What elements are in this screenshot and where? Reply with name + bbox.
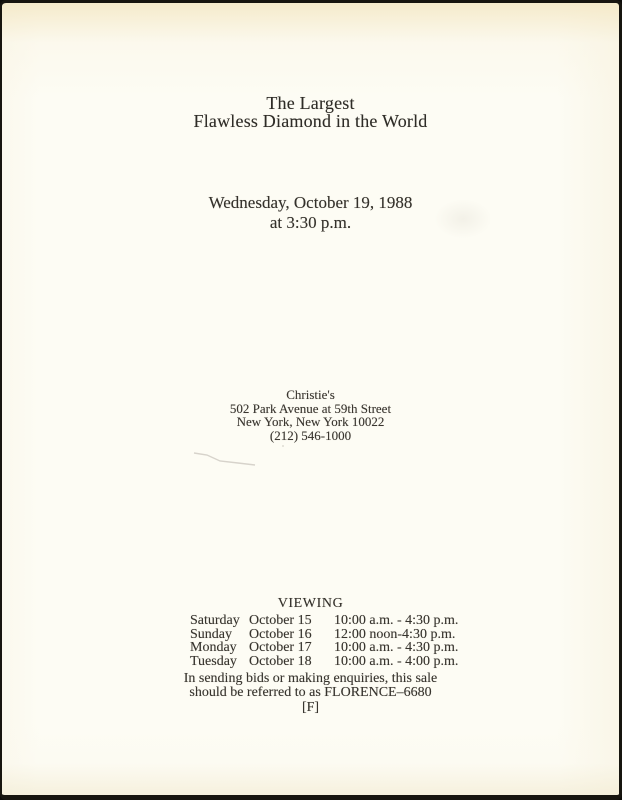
venue-address-block: [2, 388, 619, 442]
title-line-2: Flawless Diamond in the World: [193, 111, 428, 131]
bidding-note-line-2: should be referred to as FLORENCE–6680: [189, 685, 432, 700]
viewing-time: 10:00 a.m. - 4:30 p.m.: [334, 640, 459, 655]
bidding-note: [2, 672, 619, 715]
viewing-row: [190, 641, 458, 655]
viewing-row: [190, 614, 458, 628]
sale-date: [2, 193, 619, 233]
sale-code: [F]: [301, 700, 320, 715]
viewing-date: October 18: [249, 653, 312, 669]
viewing-day: Sunday: [190, 626, 232, 642]
viewing-time: 10:00 a.m. - 4:00 p.m.: [334, 653, 459, 669]
viewing-day: Saturday: [190, 613, 240, 628]
viewing-day: Tuesday: [190, 653, 237, 669]
viewing-heading: VIEWING: [277, 596, 344, 611]
venue-street: 502 Park Avenue at 59th Street: [229, 400, 392, 416]
viewing-schedule-table: [190, 614, 458, 668]
viewing-date: October 16: [249, 626, 312, 642]
viewing-day: Monday: [190, 640, 237, 655]
sale-date-line: Wednesday, October 19, 1988: [208, 193, 413, 212]
viewing-time: 10:00 a.m. - 4:30 p.m.: [334, 613, 459, 628]
venue-city: New York, New York 10022: [236, 414, 385, 429]
venue-name: Christie's: [286, 387, 335, 402]
sale-time-line: at 3:30 p.m.: [269, 213, 352, 232]
viewing-row: [190, 628, 458, 642]
viewing-date: October 17: [249, 640, 312, 655]
venue-phone: (212) 546-1000: [269, 427, 352, 443]
viewing-row: [190, 655, 458, 669]
title-line-1: The Largest: [266, 93, 355, 113]
page-title: [2, 94, 619, 130]
viewing-time: 12:00 noon-4:30 p.m.: [334, 626, 456, 642]
viewing-date: October 15: [249, 613, 312, 628]
bidding-note-line-1: In sending bids or making enquiries, this sale: [183, 671, 438, 686]
